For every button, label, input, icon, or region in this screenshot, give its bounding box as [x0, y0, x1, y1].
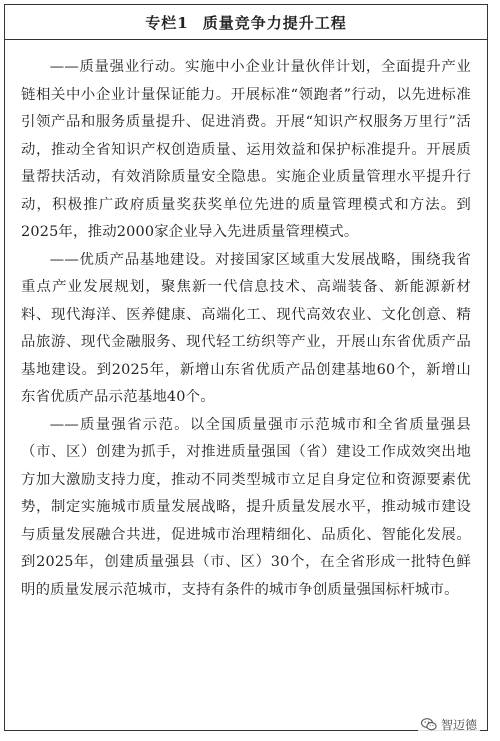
watermark	[418, 715, 480, 734]
box-label: 专栏1	[145, 13, 189, 32]
paragraph-quality-industry: ——质量强业行动。实施中小企业计量伙伴计划，全面提升产业链相关中小企业计量保证能力。开展标准“领跑者”行动，以先进标准引领产品和服务质量提升、促进消费。开展“知识产权服务万里行”活动，推动全省知识产权创造质量、运用效益和保护标准提升。开展质量帮扶活动，有效消除质量安全隐患。实施企业质量管理水平提升行动，积极推广政府质量奖获奖单位先进的质量管理模式和方法。到2025年，推动2000家企业导入先进质量管理模式。	[21, 59, 471, 240]
wechat-icon	[421, 718, 437, 731]
watermark-text: 智迈德	[440, 718, 477, 732]
paragraph-quality-products: ——优质产品基地建设。对接国家区域重大发展战略，围绕我省重点产业发展规划，聚焦新一代信息技术、高端装备、新能源新材料、现代海洋、医养健康、高端化工、现代高效农业、文化创意、精品旅游、现代金融服务、现代轻工纺织等产业，开展山东省优质产品基地建设。到2025年，新增山东省优质产品创建基地60个，新增山东省优质产品示范基地40个。	[21, 251, 471, 405]
paragraph-quality-province: ——质量强省示范。以全国质量强市示范城市和全省质量强县（市、区）创建为抓手，对推进质量强国（省）建设工作成效突出地方加大激励支持力度，推动不同类型城市立足自身定位和资源要素优势，制定实施城市质量发展战略，提升质量发展水平，推动城市建设与质量发展融合共进，促进城市治理精细化、品质化、智能化发展。到2025年，创建质量强县（市、区）30个，在全省形成一批特色鲜明的质量发展示范城市，支持有条件的城市争创质量强国标杆城市。	[21, 416, 471, 598]
box-content	[5, 40, 487, 604]
feature-box	[4, 4, 488, 731]
box-title-bar	[5, 5, 487, 40]
box-title: 质量竞争力提升工程	[202, 13, 347, 32]
